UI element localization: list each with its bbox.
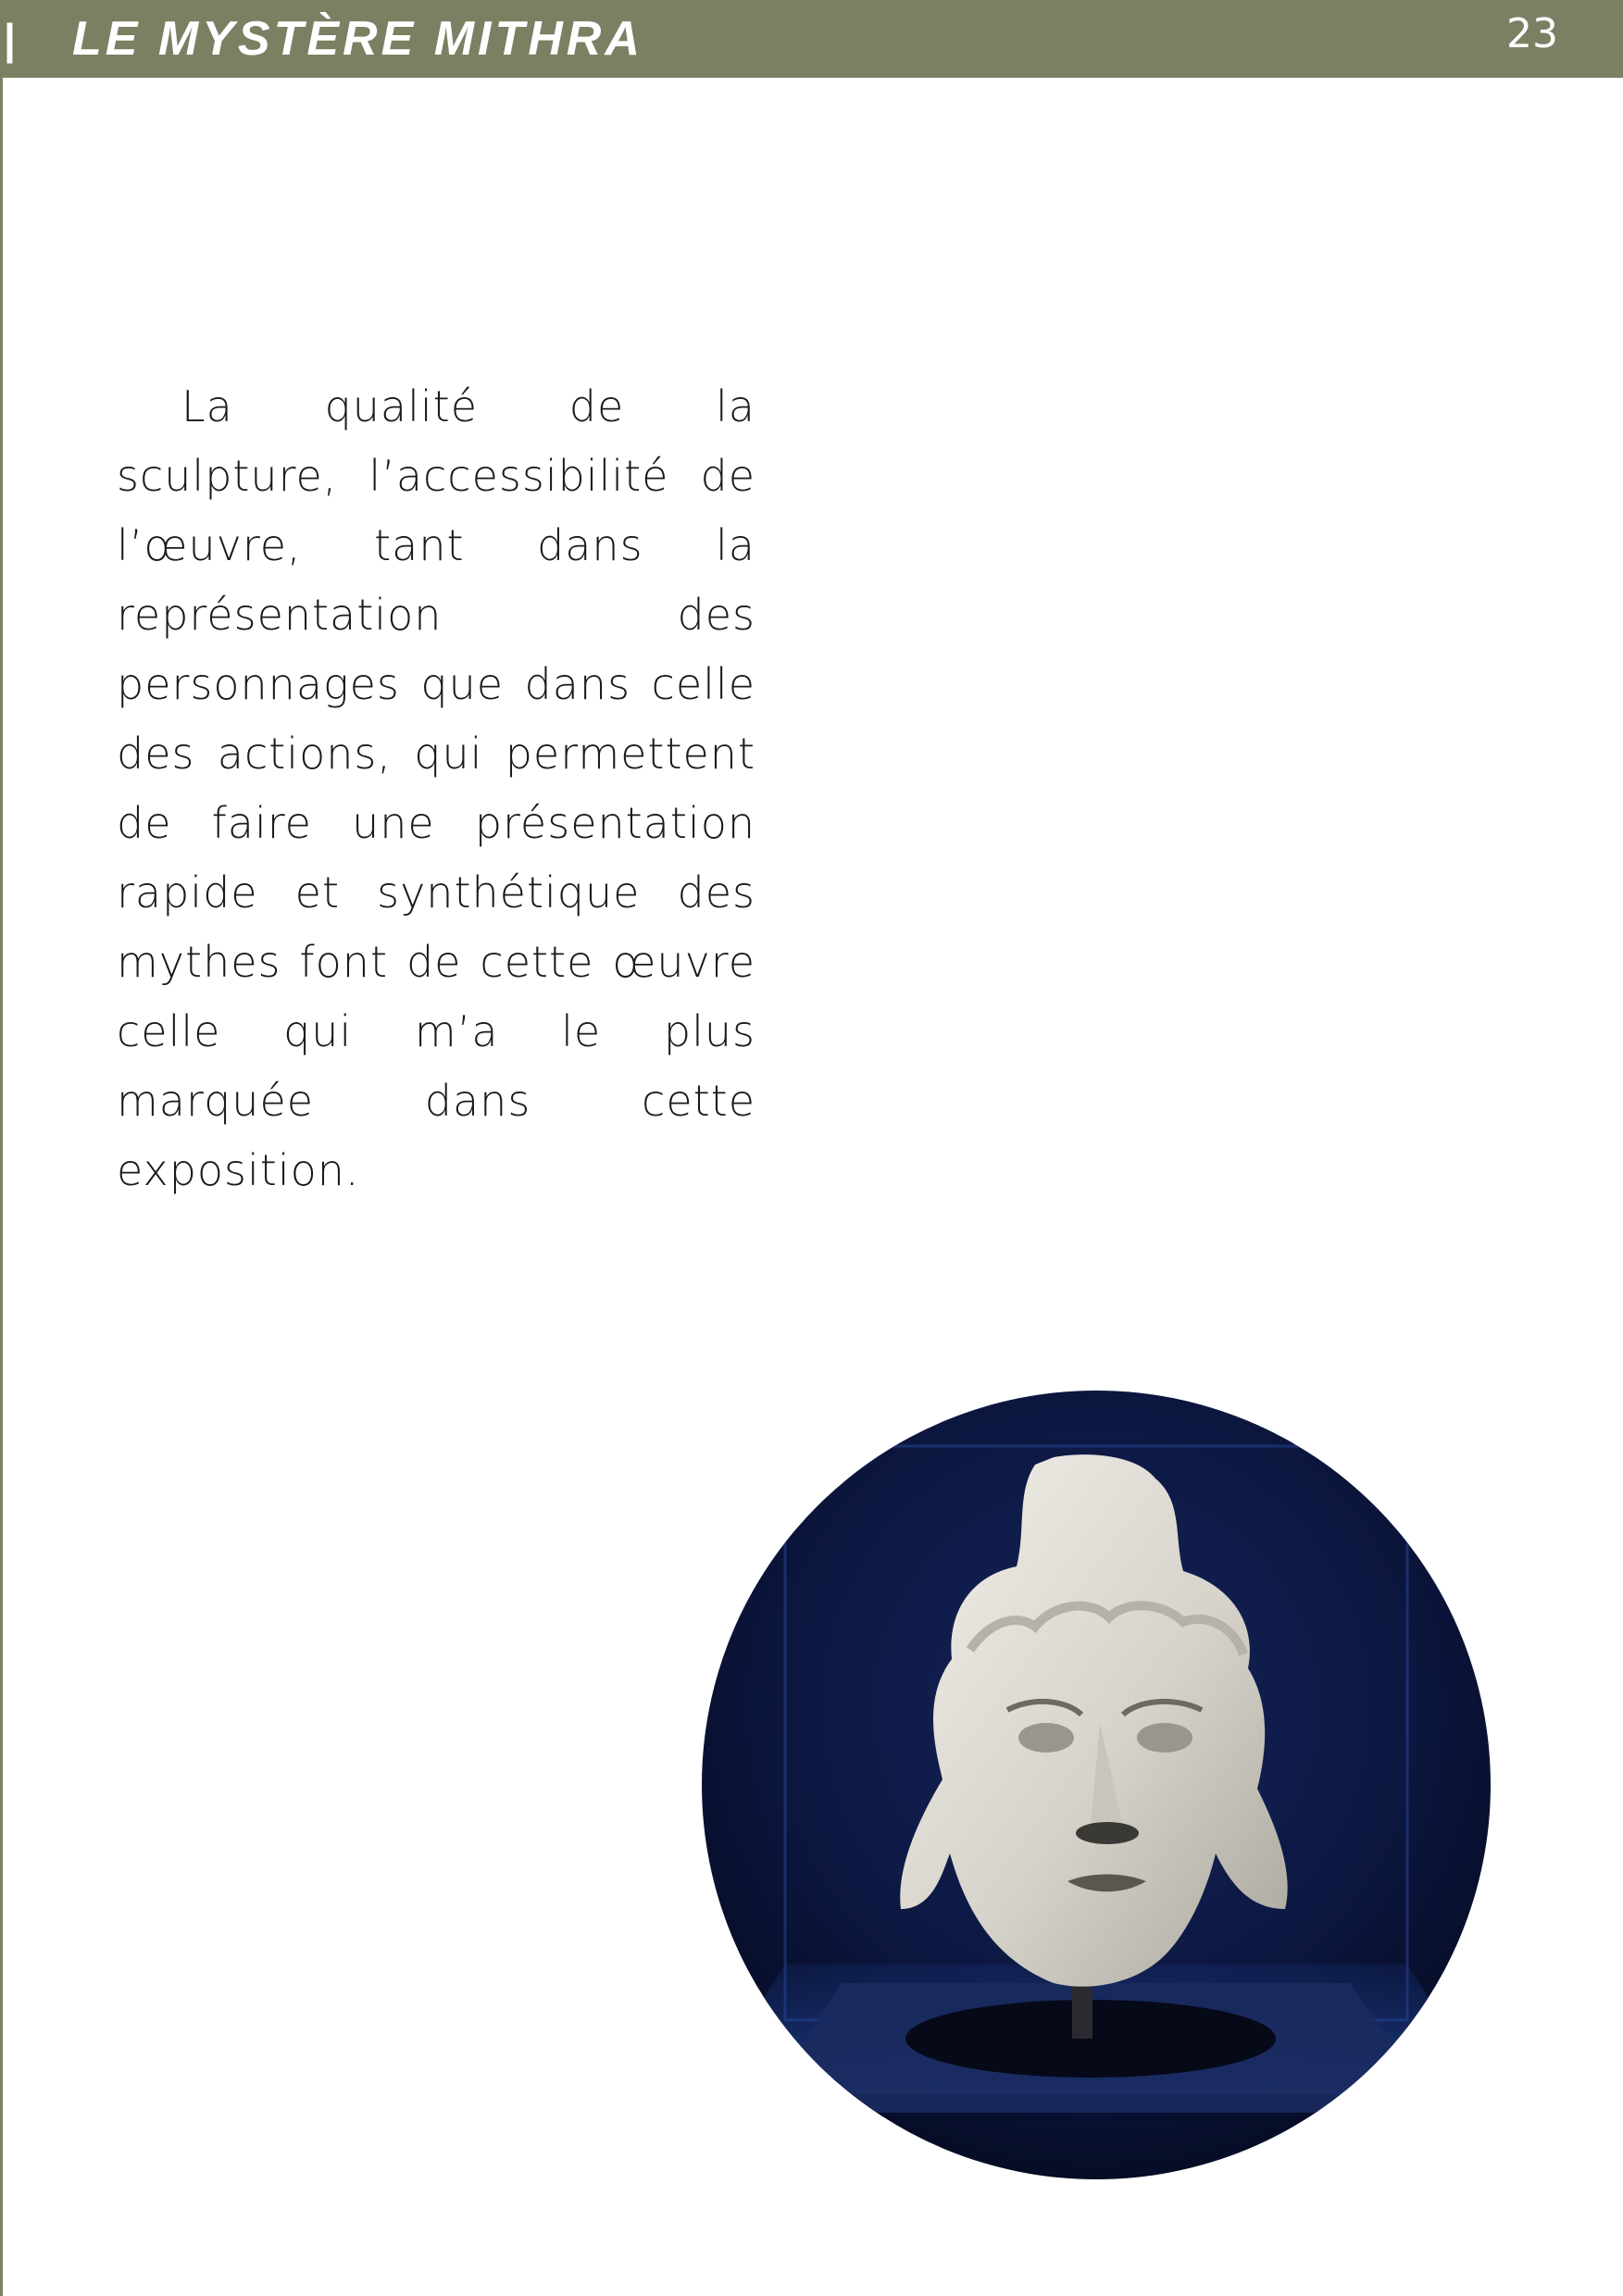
running-title: LE MYSTÈRE MITHRA: [72, 12, 643, 66]
page-header: [0, 0, 1623, 78]
left-margin-rule: [0, 78, 3, 2296]
sculpture-photo: [702, 1391, 1491, 2179]
body-paragraph: La qualité de la sculpture, l’accessibilité de l’œuvre, tant dans la représentation des personnages que dans celle des actions, qui permettent de faire une présentation rapide et synthétique des mythes font de cette œuvre celle qui m’a le plus marquée dans cette exposition.: [117, 381, 755, 1195]
page-number: 23: [1506, 10, 1558, 57]
header-separator: |: [4, 15, 16, 63]
